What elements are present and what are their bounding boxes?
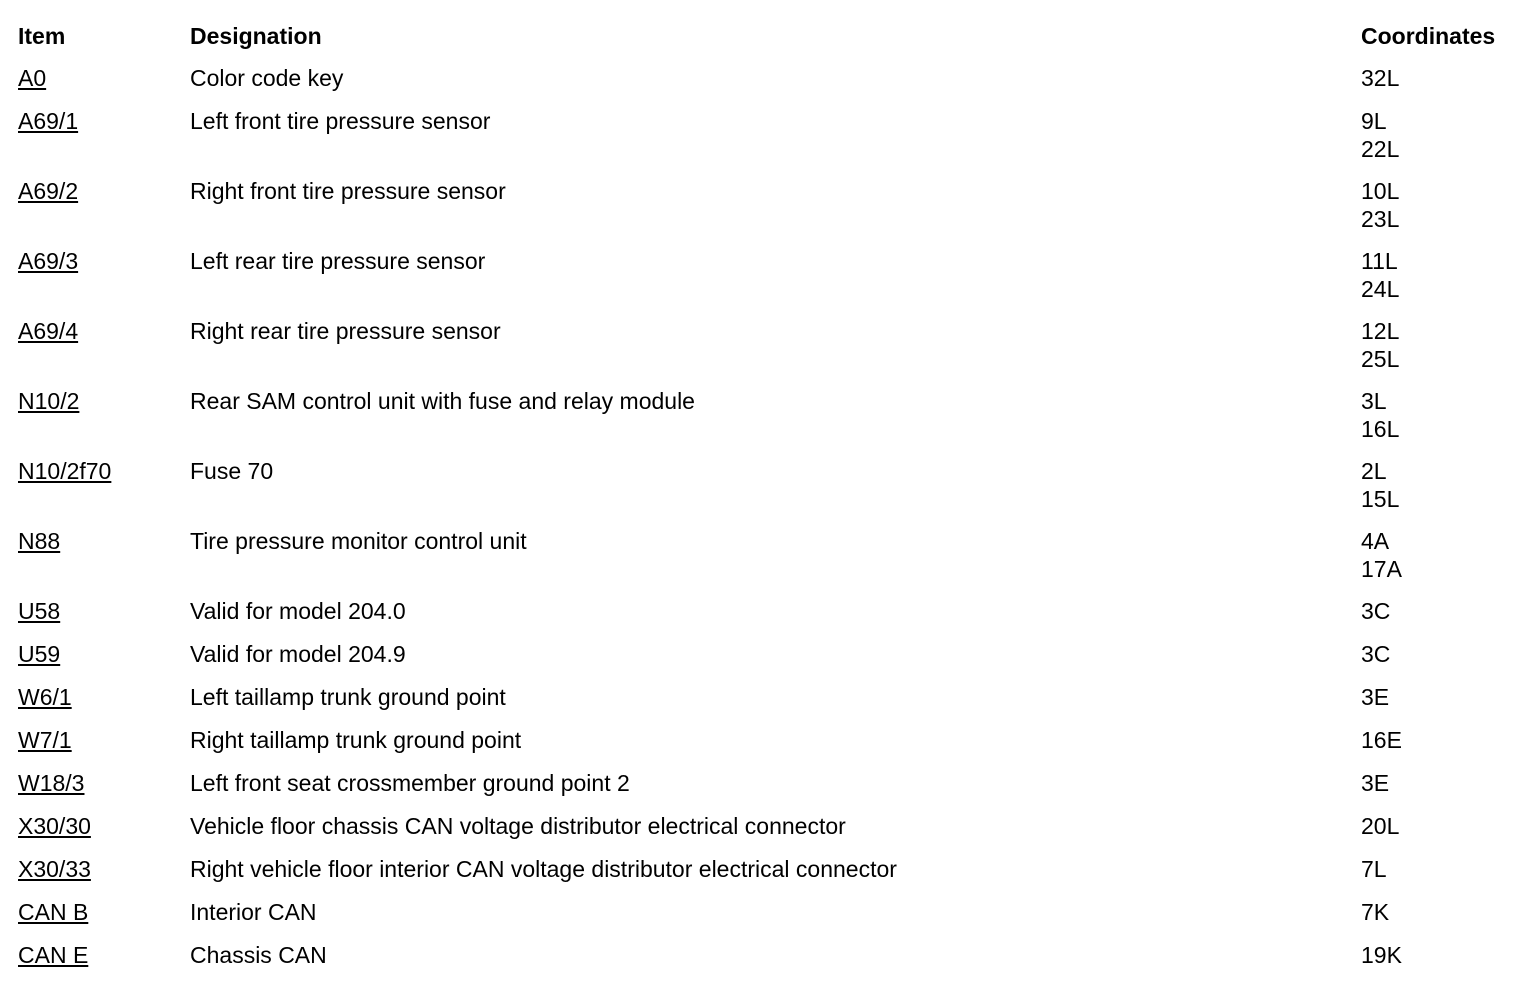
coordinate-value: 24L — [1361, 276, 1400, 302]
table-header — [18, 22, 1518, 64]
designation-cell: Right front tire pressure sensor — [190, 178, 506, 204]
coordinate-value: 9L — [1361, 108, 1387, 134]
item-link[interactable]: W7/1 — [18, 727, 72, 753]
coordinates-cell — [1361, 812, 1518, 840]
table-row — [18, 726, 1518, 769]
coordinates-cell — [1361, 898, 1518, 926]
coordinate-value: 11L — [1361, 248, 1398, 274]
coordinate-value: 10L — [1361, 178, 1400, 204]
item-link[interactable]: CAN E — [18, 942, 89, 968]
component-legend-table — [18, 22, 1518, 984]
table-row — [18, 527, 1518, 597]
item-link[interactable]: A69/1 — [18, 108, 79, 134]
item-link[interactable]: U58 — [18, 598, 61, 624]
designation-cell: Color code key — [190, 65, 344, 91]
coordinate-value: 17A — [1361, 556, 1402, 582]
item-link[interactable]: X30/33 — [18, 856, 91, 882]
coordinates-cell — [1361, 855, 1518, 883]
coordinates-cell — [1361, 457, 1518, 513]
table-row — [18, 855, 1518, 898]
table-row — [18, 812, 1518, 855]
designation-cell: Valid for model 204.9 — [190, 641, 406, 667]
coordinate-value: 16E — [1361, 727, 1402, 753]
item-link[interactable]: A0 — [18, 65, 47, 91]
table-row — [18, 769, 1518, 812]
coordinate-value: 3L — [1361, 388, 1387, 414]
table-row — [18, 941, 1518, 984]
designation-cell: Left taillamp trunk ground point — [190, 684, 506, 710]
coordinate-value: 4A — [1361, 528, 1390, 554]
coordinates-cell — [1361, 683, 1518, 711]
item-column-header: Item — [18, 23, 66, 49]
table-row — [18, 177, 1518, 247]
designation-cell: Chassis CAN — [190, 942, 327, 968]
coordinate-value: 2L — [1361, 458, 1387, 484]
designation-cell: Rear SAM control unit with fuse and relay module — [190, 388, 695, 414]
designation-cell: Left front seat crossmember ground point 2 — [190, 770, 630, 796]
coordinates-cell — [1361, 769, 1518, 797]
designation-cell: Tire pressure monitor control unit — [190, 528, 527, 554]
table-row — [18, 683, 1518, 726]
coordinate-value: 22L — [1361, 136, 1400, 162]
item-link[interactable]: W6/1 — [18, 684, 72, 710]
coordinates-cell — [1361, 317, 1518, 373]
coordinate-value: 16L — [1361, 416, 1400, 442]
designation-cell: Valid for model 204.0 — [190, 598, 406, 624]
coordinate-value: 20L — [1361, 813, 1400, 839]
coordinates-cell — [1361, 527, 1518, 583]
table-row — [18, 64, 1518, 107]
coordinate-value: 25L — [1361, 346, 1400, 372]
coordinate-value: 3C — [1361, 641, 1391, 667]
coordinates-cell — [1361, 640, 1518, 668]
designation-cell: Right rear tire pressure sensor — [190, 318, 501, 344]
item-link[interactable]: A69/4 — [18, 318, 79, 344]
designation-cell: Right vehicle floor interior CAN voltage distributor electrical connector — [190, 856, 897, 882]
coordinates-cell — [1361, 726, 1518, 754]
coordinates-cell — [1361, 597, 1518, 625]
item-link[interactable]: U59 — [18, 641, 61, 667]
coordinates-cell — [1361, 941, 1518, 969]
coordinates-cell — [1361, 387, 1518, 443]
table-row — [18, 640, 1518, 683]
designation-column-header: Designation — [190, 23, 322, 49]
coordinates-cell — [1361, 107, 1518, 163]
coordinate-value: 12L — [1361, 318, 1400, 344]
item-link[interactable]: N10/2 — [18, 388, 80, 414]
item-link[interactable]: W18/3 — [18, 770, 85, 796]
coordinates-cell — [1361, 64, 1518, 92]
table-body — [18, 64, 1518, 984]
table-row — [18, 597, 1518, 640]
coordinates-cell — [1361, 177, 1518, 233]
coordinate-value: 15L — [1361, 486, 1400, 512]
coordinate-value: 3E — [1361, 684, 1390, 710]
coordinates-column-header: Coordinates — [1361, 23, 1496, 49]
coordinate-value: 7L — [1361, 856, 1387, 882]
designation-cell: Left rear tire pressure sensor — [190, 248, 486, 274]
item-link[interactable]: X30/30 — [18, 813, 91, 839]
coordinate-value: 3C — [1361, 598, 1391, 624]
coordinate-value: 32L — [1361, 65, 1400, 91]
designation-cell: Vehicle floor chassis CAN voltage distributor electrical connector — [190, 813, 846, 839]
designation-cell: Fuse 70 — [190, 458, 274, 484]
item-link[interactable]: N88 — [18, 528, 61, 554]
coordinate-value: 19K — [1361, 942, 1402, 968]
item-link[interactable]: A69/3 — [18, 248, 79, 274]
table-row — [18, 457, 1518, 527]
table-row — [18, 317, 1518, 387]
coordinate-value: 23L — [1361, 206, 1400, 232]
table-row — [18, 247, 1518, 317]
item-link[interactable]: CAN B — [18, 899, 89, 925]
table-row — [18, 898, 1518, 941]
designation-cell: Right taillamp trunk ground point — [190, 727, 522, 753]
coordinate-value: 7K — [1361, 899, 1390, 925]
coordinate-value: 3E — [1361, 770, 1390, 796]
coordinates-cell — [1361, 247, 1518, 303]
designation-cell: Left front tire pressure sensor — [190, 108, 491, 134]
item-link[interactable]: A69/2 — [18, 178, 79, 204]
item-link[interactable]: N10/2f70 — [18, 458, 112, 484]
designation-cell: Interior CAN — [190, 899, 317, 925]
table-row — [18, 107, 1518, 177]
table-row — [18, 387, 1518, 457]
